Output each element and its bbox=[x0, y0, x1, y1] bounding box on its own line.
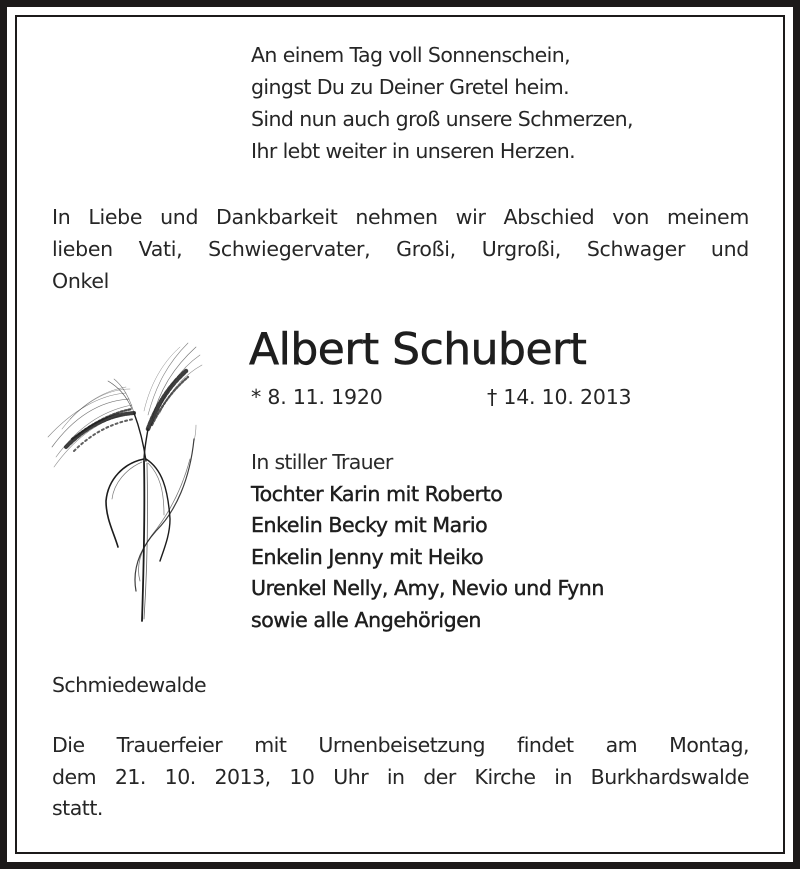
farewell-intro-paragraph bbox=[52, 201, 749, 297]
poem-line: Ihr lebt weiter in unseren Herzen. bbox=[251, 139, 576, 163]
mourner-entry: sowie alle Angehörigen bbox=[251, 607, 482, 632]
ceremony-line: statt. bbox=[52, 796, 103, 820]
mourner-entry: Tochter Karin mit Roberto bbox=[251, 481, 503, 506]
ceremony-details bbox=[52, 730, 749, 825]
poem-line: An einem Tag voll Sonnenschein, bbox=[251, 43, 571, 67]
mourners-list bbox=[251, 447, 604, 636]
deceased-name: Albert Schubert bbox=[249, 324, 587, 375]
memorial-poem bbox=[251, 39, 633, 167]
death-date: † 14. 10. 2013 bbox=[487, 385, 632, 409]
frame-gap bbox=[7, 7, 793, 862]
poem-line: Sind nun auch groß unsere Schmerzen, bbox=[251, 107, 633, 131]
poem-line: gingst Du zu Deiner Gretel heim. bbox=[251, 75, 570, 99]
ceremony-line: Die Trauerfeier mit Urnenbeisetzung findet am Montag, bbox=[52, 733, 749, 757]
wheat-ears-icon bbox=[44, 329, 204, 629]
ceremony-line: dem 21. 10. 2013, 10 Uhr in der Kirche in Burkhardswalde bbox=[52, 764, 749, 789]
birth-date: * 8. 11. 1920 bbox=[251, 385, 383, 409]
intro-line: Onkel bbox=[52, 269, 110, 293]
place-name: Schmiedewalde bbox=[52, 673, 207, 697]
obituary-notice bbox=[15, 15, 785, 854]
mourners-intro: In stiller Trauer bbox=[251, 450, 393, 474]
intro-line: lieben Vati, Schwiegervater, Großi, Urgroßi, Schwager und bbox=[52, 237, 749, 261]
intro-line: In Liebe und Dankbarkeit nehmen wir Abschied von meinem bbox=[52, 205, 749, 229]
mourner-entry: Enkelin Jenny mit Heiko bbox=[251, 544, 484, 569]
mourner-entry: Enkelin Becky mit Mario bbox=[251, 513, 488, 537]
mourner-entry: Urenkel Nelly, Amy, Nevio und Fynn bbox=[251, 576, 604, 600]
